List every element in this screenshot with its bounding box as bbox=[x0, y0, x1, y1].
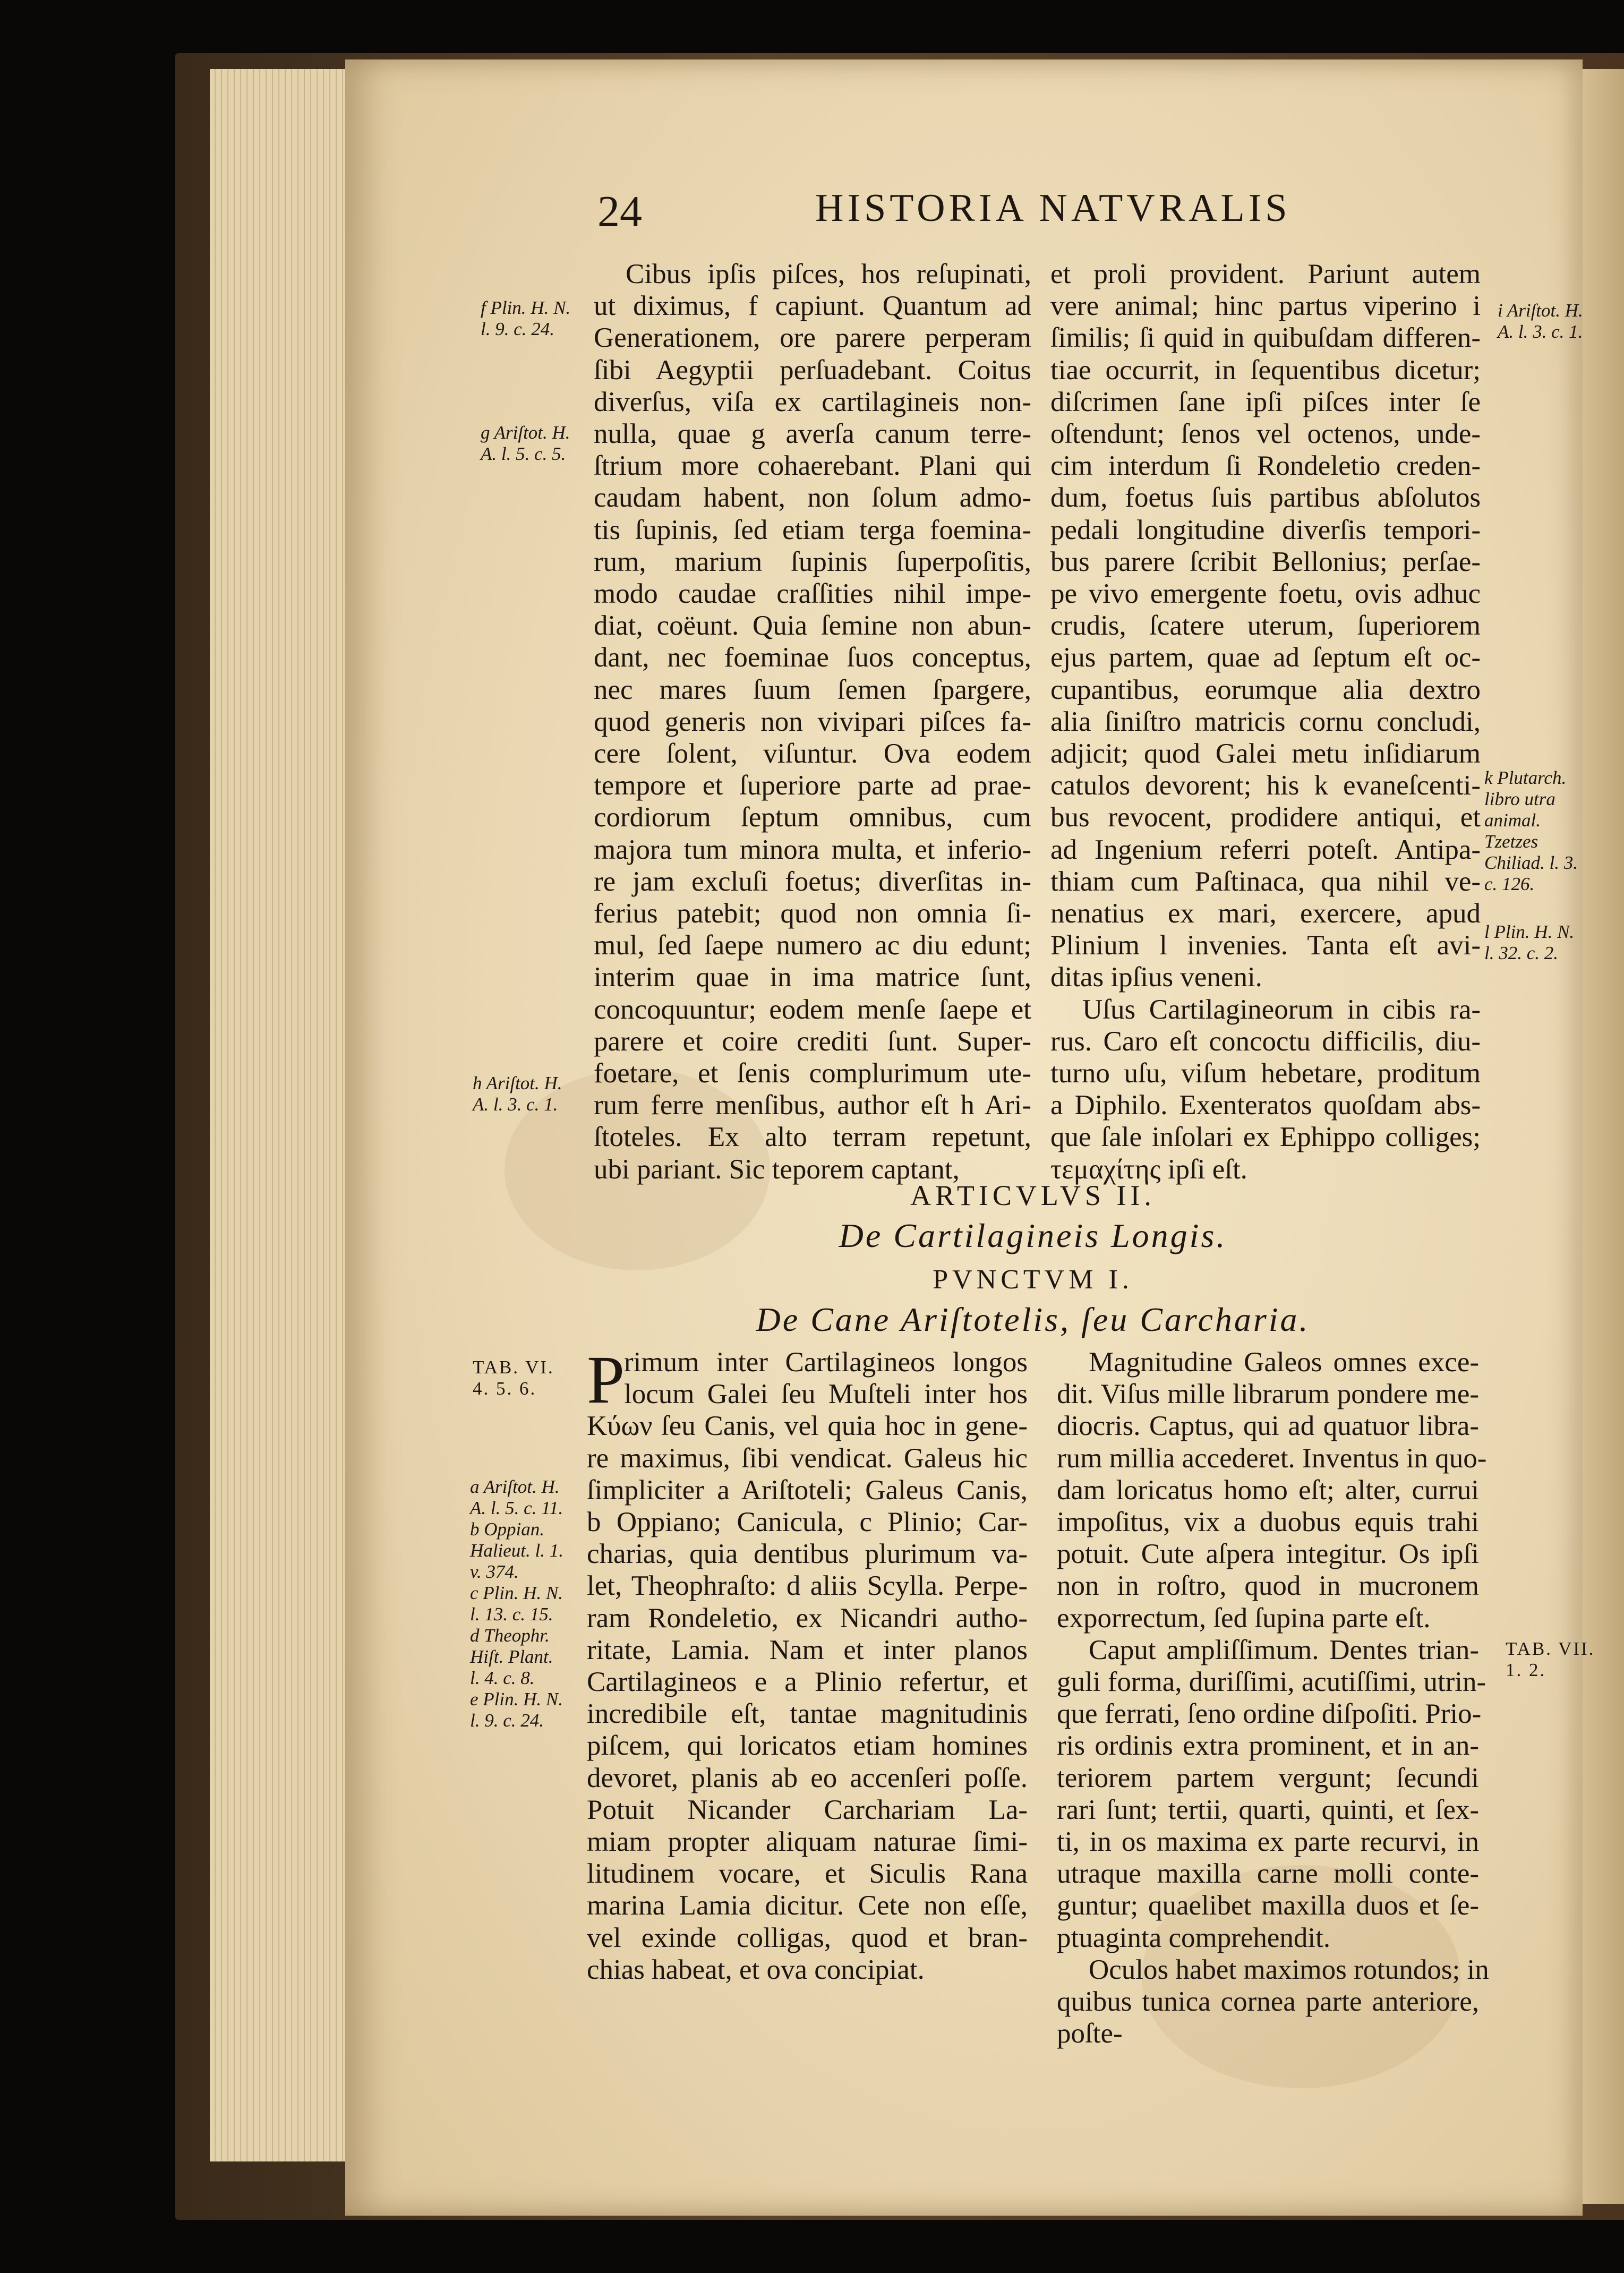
text-line: ad Ingenium referri poteſt. Antipa- bbox=[1050, 834, 1481, 865]
text-line: tis ſupinis, ſed etiam terga foemina- bbox=[594, 514, 1031, 545]
text-line: que ſale inſolari ex Ephippo colliges; bbox=[1050, 1122, 1481, 1153]
text-line: re maximus, ſibi vendicat. Galeus hic bbox=[587, 1442, 1028, 1474]
text-line: guntur; quaelibet maxilla duos et ſe- bbox=[1057, 1890, 1479, 1921]
text-line: bus parere ſcribit Bellonius; perſae- bbox=[1050, 546, 1481, 577]
text-line: re jam excluſi foetus; diverſitas in- bbox=[594, 866, 1031, 897]
text-line: rari ſunt; tertii, quarti, quinti, et ſex- bbox=[1057, 1794, 1479, 1825]
text-line: ſibi Aegyptii perſuadebant. Coitus bbox=[594, 354, 1031, 386]
punctum-title: De Cane Ariſtotelis, ſeu Carcharia. bbox=[756, 1301, 1310, 1338]
text-line: bus revocent, prodidere antiqui, et bbox=[1050, 802, 1481, 833]
text-line: thiam cum Paſtinaca, qua nihil ve- bbox=[1050, 866, 1481, 897]
text-line: pedali longitudine diverſis tempori- bbox=[1050, 514, 1481, 545]
text-line: concoquuntur; eodem menſe ſaepe et bbox=[594, 994, 1031, 1025]
text-line: cordiorum ſeptum omnibus, cum bbox=[594, 802, 1031, 833]
text-line: majora tum minora multa, et inferio- bbox=[594, 834, 1031, 865]
text-line: chias habeat, et ova concipiat. bbox=[587, 1954, 925, 1985]
text-line: quod generis non vivipari piſces fa- bbox=[594, 706, 1031, 737]
margin-note-g: g Ariſtot. H. A. l. 5. c. 5. bbox=[481, 422, 570, 464]
text-line: ſtoteles. Ex alto terram repetunt, bbox=[594, 1122, 1031, 1153]
text-line: miam propter aliquam naturae ſimi- bbox=[587, 1826, 1028, 1858]
text-line: ritate, Lamia. Nam et inter planos bbox=[587, 1634, 1028, 1665]
text-line: b Oppiano; Canicula, c Plinio; Car- bbox=[587, 1507, 1028, 1538]
text-line: diverſus, viſa ex cartilagineis non- bbox=[594, 386, 1031, 417]
margin-note-k: k Plutarch. libro utra animal. Tzetzes Chiliad. l. 3. c. 126. bbox=[1484, 767, 1578, 894]
text-line: Generationem, ore parere perperam bbox=[594, 322, 1031, 354]
text-line: diat, coëunt. Quia ſemine non abun- bbox=[594, 610, 1031, 642]
text-line: quibus tunica cornea parte anteriore, bbox=[1057, 1986, 1479, 2018]
text-line: ti, in os maxima ex parte recurvi, in bbox=[1057, 1826, 1479, 1858]
text-line: Caput ampliſſimum. Dentes trian- bbox=[1089, 1634, 1479, 1665]
text-line: ſtrium more cohaerebant. Plani qui bbox=[594, 450, 1031, 482]
text-line: crudis, ſcatere uterum, ſuperiorem bbox=[1050, 610, 1481, 642]
text-line: ris ordinis extra prominent, et in an- bbox=[1057, 1730, 1479, 1762]
text-line: exporrectum, ſed ſupina parte eſt. bbox=[1057, 1602, 1431, 1634]
text-line: nec mares ſuum ſemen ſpargere, bbox=[594, 674, 1031, 705]
text-line: ferius patebit; quod non omnia ſi- bbox=[594, 898, 1031, 929]
text-line: interim quae in ima matrice ſunt, bbox=[594, 962, 1031, 993]
margin-notes-a-e: a Ariſtot. H. A. l. 5. c. 11. b Oppian. Halieut. l. 1. v. 374. c Plin. H. N. l. 13. c. 15. d Theophr. Hiſt. Plant. l. 4. c. 8. e Plin. H. N. l. 9. c. 24. bbox=[470, 1476, 563, 1731]
text-line: Magnitudine Galeos omnes exce- bbox=[1089, 1347, 1479, 1378]
running-title: HISTORIA NATVRALIS bbox=[815, 186, 1291, 230]
text-line: ptuaginta comprehendit. bbox=[1057, 1922, 1331, 1953]
text-line: rimum inter Cartilagineos longos bbox=[624, 1347, 1028, 1378]
text-line: locum Galei ſeu Muſteli inter hos bbox=[624, 1379, 1028, 1410]
text-line: ram Rondeletio, ex Nicandri autho- bbox=[587, 1602, 1028, 1634]
text-line: utraque maxilla carne molli conte- bbox=[1057, 1858, 1479, 1890]
text-line: vere animal; hinc partus viperino i bbox=[1050, 290, 1481, 322]
page-number: 24 bbox=[597, 187, 642, 236]
text-line: ſimilis; ſi quid in quibuſdam differen- bbox=[1050, 322, 1481, 354]
margin-table-ref-right: TAB. VII. 1. 2. bbox=[1506, 1638, 1595, 1680]
text-line: parere et coire crediti ſunt. Super- bbox=[594, 1026, 1031, 1057]
text-line: guli forma, duriſſimi, acutiſſimi, utrin- bbox=[1057, 1667, 1486, 1698]
text-line: Cibus ipſis piſces, hos reſupinati, bbox=[626, 259, 1031, 289]
margin-note-l: l Plin. H. N. l. 32. c. 2. bbox=[1484, 921, 1575, 963]
text-line: teriorem partem vergunt; ſecundi bbox=[1057, 1762, 1479, 1793]
text-line: dit. Viſus mille librarum pondere me- bbox=[1057, 1379, 1479, 1410]
text-line: oſtendunt; ſenos vel octenos, unde- bbox=[1050, 418, 1481, 450]
text-line: ditas ipſius veneni. bbox=[1050, 962, 1262, 993]
text-line: nulla, quae g averſa canum terre- bbox=[594, 418, 1031, 450]
column-left-upper bbox=[594, 258, 1031, 1185]
margin-note-i: i Ariſtot. H. A. l. 3. c. 1. bbox=[1498, 300, 1583, 342]
text-line: Oculos habet maximos rotundos; in bbox=[1089, 1954, 1489, 1985]
text-line: que ferrati, ſeno ordine diſpoſiti. Prio- bbox=[1057, 1698, 1482, 1730]
margin-table-ref: TAB. VI. 4. 5. 6. bbox=[473, 1357, 554, 1399]
text-line: cupantibus, eorumque alia dextro bbox=[1050, 674, 1481, 705]
text-line: ut diximus, f capiunt. Quantum ad bbox=[594, 290, 1031, 322]
text-line: a Diphilo. Exenteratos quoſdam abs- bbox=[1050, 1090, 1481, 1121]
column-right-lower bbox=[1057, 1346, 1489, 2049]
punctum-heading: PVNCTVM I. bbox=[933, 1264, 1133, 1295]
article-heading: ARTICVLVS II. bbox=[910, 1180, 1156, 1211]
text-line: alia ſiniſtro matricis cornu concludi, bbox=[1050, 706, 1481, 737]
text-line: rum ferre menſibus, author eſt h Ari- bbox=[594, 1090, 1031, 1121]
text-line: turno uſu, viſum hebetare, proditum bbox=[1050, 1058, 1481, 1089]
text-line: foetare, et ſenis complurimum ute- bbox=[594, 1058, 1031, 1089]
text-line: dant, nec foeminae ſuos conceptus, bbox=[594, 642, 1031, 673]
text-line: tempore et ſuperiore parte ad prae- bbox=[594, 770, 1031, 801]
margin-note-h: h Ariſtot. H. A. l. 3. c. 1. bbox=[473, 1073, 562, 1115]
text-line: rus. Caro eſt concoctu difficilis, diu- bbox=[1050, 1026, 1481, 1057]
text-line: Potuit Nicander Carchariam La- bbox=[587, 1794, 1028, 1825]
text-line: ſimpliciter a Ariſtoteli; Galeus Canis, bbox=[587, 1474, 1028, 1506]
text-line: mul, ſed ſaepe numero ac diu edunt; bbox=[594, 930, 1031, 961]
text-line: tiae occurrit, in ſequentibus dicetur; bbox=[1050, 354, 1481, 386]
text-line: caudam habent, non ſolum admo- bbox=[594, 482, 1031, 514]
text-line: vel exinde colligas, quod et bran- bbox=[587, 1922, 1028, 1953]
text-line: dum, foetus ſuis partibus abſolutos bbox=[1050, 482, 1481, 514]
text-line: ubi pariant. Sic teporem captant, bbox=[594, 1153, 960, 1185]
text-line: let, Theophraſto: d aliis Scylla. Perpe- bbox=[587, 1570, 1028, 1602]
text-line: cim interdum ſi Rondeletio creden- bbox=[1050, 450, 1481, 482]
text-line: incredibile eſt, tantae magnitudinis bbox=[587, 1698, 1028, 1730]
text-line: poſte- bbox=[1057, 2018, 1123, 2049]
text-line: cere ſolent, viſuntur. Ova eodem bbox=[594, 738, 1031, 770]
text-line: τεμαχίτης ipſi eſt. bbox=[1050, 1153, 1247, 1185]
article-title: De Cartilagineis Longis. bbox=[839, 1217, 1227, 1254]
drop-cap: P bbox=[587, 1342, 625, 1417]
text-line: pe vivo emergente foetu, ovis adhuc bbox=[1050, 578, 1481, 610]
text-line: potuit. Cute aſpera integitur. Os ipſi bbox=[1057, 1539, 1479, 1570]
text-line: litudinem vocare, et Siculis Rana bbox=[587, 1858, 1028, 1890]
text-line: rum, marium ſupinis ſuperpoſitis, bbox=[594, 546, 1031, 577]
text-line: dam loricatus homo eſt; alter, currui bbox=[1057, 1474, 1479, 1506]
text-line: Plinium l invenies. Tanta eſt avi- bbox=[1050, 930, 1481, 961]
text-line: Κύων ſeu Canis, vel quia hoc in gene- bbox=[587, 1411, 1028, 1442]
text-line: diſcrimen ſane ipſi piſces inter ſe bbox=[1050, 386, 1481, 417]
text-line: impoſitus, vix a duobus equis trahi bbox=[1057, 1507, 1479, 1538]
text-line: non in roſtro, quod in mucronem bbox=[1057, 1570, 1479, 1602]
text-line: nenatius ex mari, exercere, apud bbox=[1050, 898, 1481, 929]
margin-note-f: f Plin. H. N. l. 9. c. 24. bbox=[481, 297, 571, 339]
column-left-lower bbox=[587, 1342, 1028, 1986]
text-line: ejus partem, quae ad ſeptum eſt oc- bbox=[1050, 642, 1481, 673]
text-line: Uſus Cartilagineorum in cibis ra- bbox=[1082, 994, 1481, 1025]
text-line: modo caudae craſſities nihil impe- bbox=[594, 578, 1031, 610]
text-line: et proli provident. Pariunt autem bbox=[1050, 259, 1481, 289]
text-line: devoret, planis ab eo accenſeri poſſe. bbox=[587, 1762, 1028, 1793]
text-line: piſcem, qui loricatos etiam homines bbox=[587, 1730, 1028, 1762]
text-line: charias, quia dentibus plurimum va- bbox=[587, 1539, 1028, 1570]
text-line: catulos devorent; his k evaneſcenti- bbox=[1050, 770, 1481, 801]
text-line: marina Lamia dicitur. Cete non eſſe, bbox=[587, 1890, 1028, 1921]
text-line: adjicit; quod Galei metu inſidiarum bbox=[1050, 738, 1481, 770]
column-right-upper bbox=[1050, 258, 1481, 1185]
text-line: Cartilagineos e a Plinio refertur, et bbox=[587, 1667, 1028, 1698]
text-line: diocris. Captus, qui ad quatuor libra- bbox=[1057, 1411, 1479, 1442]
text-line: rum millia accederet. Inventus in quo- bbox=[1057, 1442, 1487, 1474]
